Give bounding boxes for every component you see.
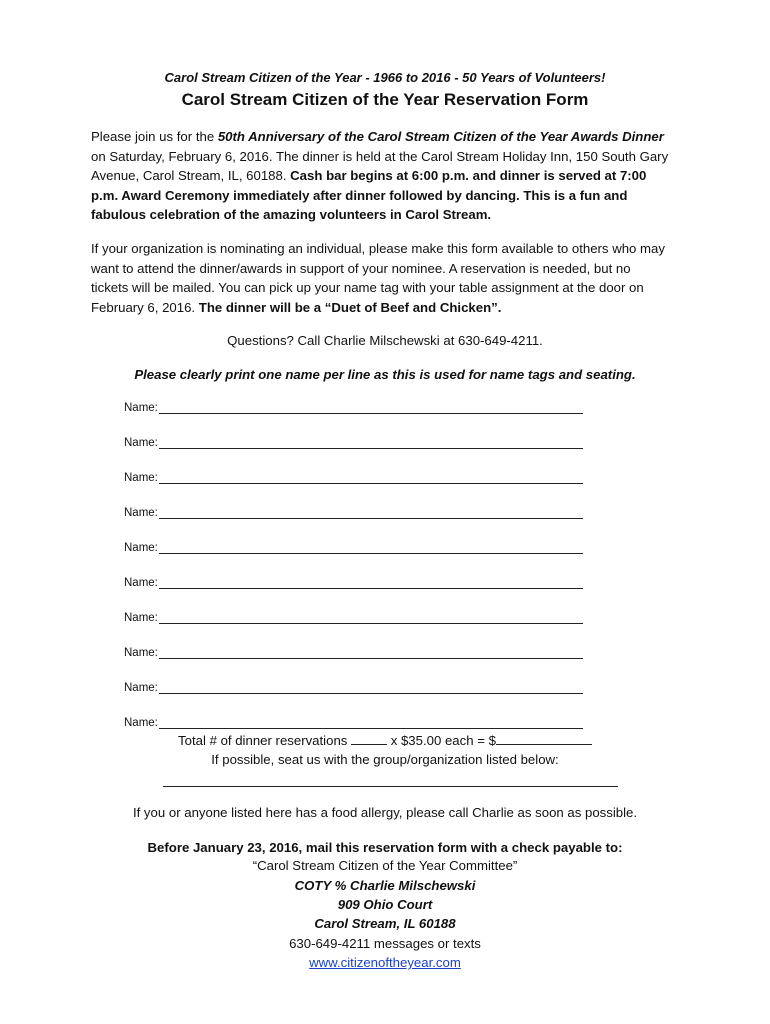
total-reservations-line (0, 733, 770, 748)
name-field-7[interactable] (124, 611, 583, 624)
name-label: Name: (124, 647, 158, 659)
name-field-10[interactable] (124, 716, 583, 729)
mail-instruction: Before January 23, 2016, mail this reservation form with a check payable to: (147, 840, 623, 855)
seating-request: If possible, seat us with the group/organization listed below: (211, 752, 559, 767)
name-line[interactable] (159, 576, 583, 589)
contact-phone: 630-649-4211 messages or texts (289, 936, 481, 951)
total-label: Total # of dinner reservations (178, 733, 352, 748)
address-line-1: COTY % Charlie Milschewski (294, 878, 476, 893)
name-label: Name: (124, 437, 158, 449)
name-field-2[interactable] (124, 436, 583, 449)
website-link[interactable]: www.citizenoftheyear.com (309, 955, 461, 970)
questions-line: Questions? Call Charlie Milschewski at 630-649-4211. (227, 333, 543, 348)
print-instruction: Please clearly print one name per line as this is used for name tags and seating. (134, 367, 636, 382)
name-line[interactable] (159, 436, 583, 449)
name-line[interactable] (159, 646, 583, 659)
name-label: Name: (124, 472, 158, 484)
form-title: Carol Stream Citizen of the Year Reservation Form (181, 90, 589, 109)
intro-paragraph (91, 127, 671, 225)
name-line[interactable] (159, 611, 583, 624)
nominating-text: If your organization is nominating an individual, please make this form available to others who may want to attend the dinner/awards in support of your nominee. A reservation is needed, but no tickets will be mailed. You can pick up your name tag with your table assignment at the door on February 6, 2016. (91, 241, 665, 315)
total-amount-field[interactable] (496, 733, 592, 745)
address-line-2: 909 Ohio Court (337, 897, 433, 912)
name-label: Name: (124, 577, 158, 589)
name-label: Name: (124, 612, 158, 624)
name-label: Name: (124, 402, 158, 414)
name-field-4[interactable] (124, 506, 583, 519)
price-each-label: x $35.00 each = $ (387, 733, 496, 748)
address-line-3: Carol Stream, IL 60188 (314, 916, 456, 931)
name-line[interactable] (159, 681, 583, 694)
reservation-count-field[interactable] (351, 733, 387, 745)
nominating-paragraph (91, 239, 671, 317)
name-line[interactable] (159, 401, 583, 414)
name-field-6[interactable] (124, 576, 583, 589)
allergy-notice: If you or anyone listed here has a food allergy, please call Charlie as soon as possible. (132, 805, 638, 820)
intro-schedule: Cash bar begins at 6:00 p.m. and dinner is served at 7:00 p.m. Award Ceremony immediately after dinner followed by dancing. This is a fun and fabulous celebration of the amazing volunteers in Carol Stream. (91, 168, 647, 222)
name-field-8[interactable] (124, 646, 583, 659)
name-line[interactable] (159, 541, 583, 554)
name-label: Name: (124, 542, 158, 554)
name-label: Name: (124, 507, 158, 519)
name-label: Name: (124, 717, 158, 729)
form-subtitle: Carol Stream Citizen of the Year - 1966 to 2016 - 50 Years of Volunteers! (164, 70, 606, 85)
dinner-menu: The dinner will be a “Duet of Beef and Chicken”. (198, 299, 502, 315)
name-field-5[interactable] (124, 541, 583, 554)
intro-event-name: 50th Anniversary of the Carol Stream Citizen of the Year Awards Dinner (217, 129, 664, 144)
name-line[interactable] (159, 506, 583, 519)
intro-text-2: on Saturday, February 6, 2016. The dinner is held at the Carol Stream Holiday Inn, 150 South Gary Avenue, Carol Stream, IL, 60188. (91, 148, 669, 183)
name-field-9[interactable] (124, 681, 583, 694)
group-organization-field[interactable] (163, 786, 618, 787)
name-field-1[interactable] (124, 401, 583, 414)
intro-text-1: Please join us for the (91, 129, 218, 144)
name-line[interactable] (159, 471, 583, 484)
name-field-3[interactable] (124, 471, 583, 484)
name-line[interactable] (159, 716, 583, 729)
name-label: Name: (124, 682, 158, 694)
payee-name: “Carol Stream Citizen of the Year Committee” (252, 858, 518, 873)
